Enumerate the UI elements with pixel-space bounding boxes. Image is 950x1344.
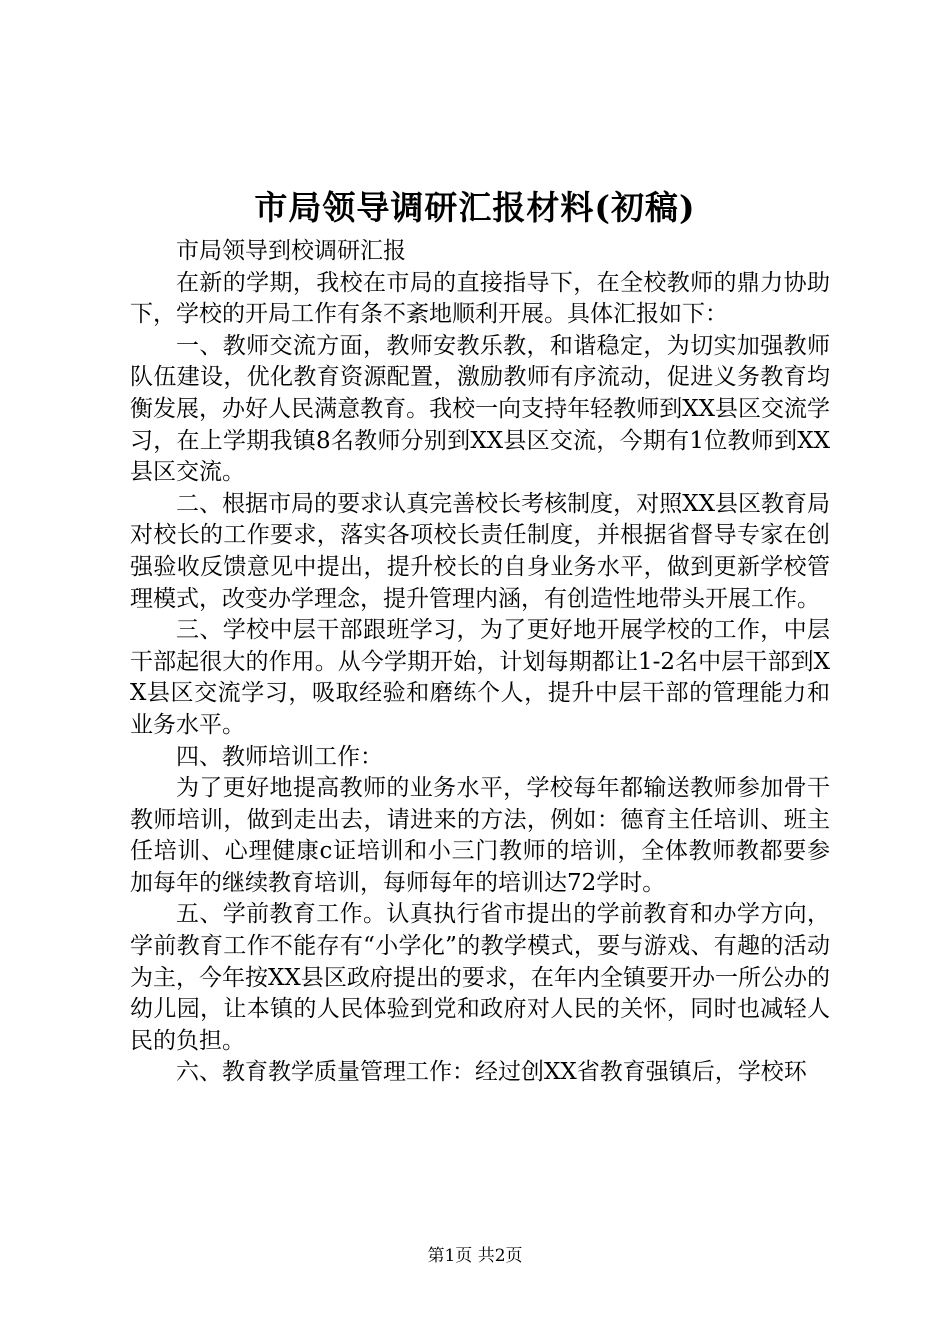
paragraph-heading: 市局领导到校调研汇报 <box>176 238 406 264</box>
paragraph-section-1: 一、教师交流方面，教师安教乐教，和谐稳定，为切实加强教师队伍建设，优化教育资源配置，激励教师有序流动，促进义务教育均衡发展，办好人民满意教育。我校一向支持年轻教师到XX县区交流学习，在上学期我镇8名教师分别到XX县区交流，今期有1位教师到XX县区交流。 <box>130 332 830 486</box>
document-title: 市局领导调研汇报材料(初稿) <box>254 188 696 227</box>
paragraph-section-5: 五、学前教育工作。认真执行省市提出的学前教育和办学方向，学前教育工作不能存有“小学化”的教学模式，要与游戏、有趣的活动为主，今年按XX县区政府提出的要求，在年内全镇要开办一所公办的幼儿园，让本镇的人民体验到党和政府对人民的关怀，同时也减轻人民的负担。 <box>130 901 830 1054</box>
paragraph-section-3: 三、学校中层干部跟班学习，为了更好地开展学校的工作，中层干部起很大的作用。从今学期开始，计划每期都让1-2名中层干部到XX县区交流学习，吸取经验和磨练个人，提升中层干部的管理能力和业务水平。 <box>130 617 830 738</box>
paragraph-section-4-body: 为了更好地提高教师的业务水平，学校每年都输送教师参加骨干教师培训，做到走出去，请进来的方法，例如：德育主任培训、班主任培训、心理健康c证培训和小三门教师的培训，全体教师教都要参加每年的继续教育培训，每师每年的培训达72学时。 <box>130 775 830 896</box>
document-body <box>130 236 830 1089</box>
paragraph-section-6: 六、教育教学质量管理工作：经过创XX省教育强镇后，学校环 <box>176 1059 807 1086</box>
page-number-footer: 第1页 共2页 <box>427 1246 523 1266</box>
paragraph-intro: 在新的学期，我校在市局的直接指导下，在全校教师的鼎力协助下，学校的开局工作有条不紊地顺利开展。具体汇报如下： <box>130 269 830 328</box>
paragraph-section-4-heading: 四、教师培训工作： <box>176 743 383 770</box>
paragraph-section-2: 二、根据市局的要求认真完善校长考核制度，对照XX县区教育局对校长的工作要求，落实各项校长责任制度，并根据省督导专家在创强验收反馈意见中提出，提升校长的自身业务水平，做到更新学校管理模式，改变办学理念，提升管理内涵，有创造性地带头开展工作。 <box>130 490 830 612</box>
